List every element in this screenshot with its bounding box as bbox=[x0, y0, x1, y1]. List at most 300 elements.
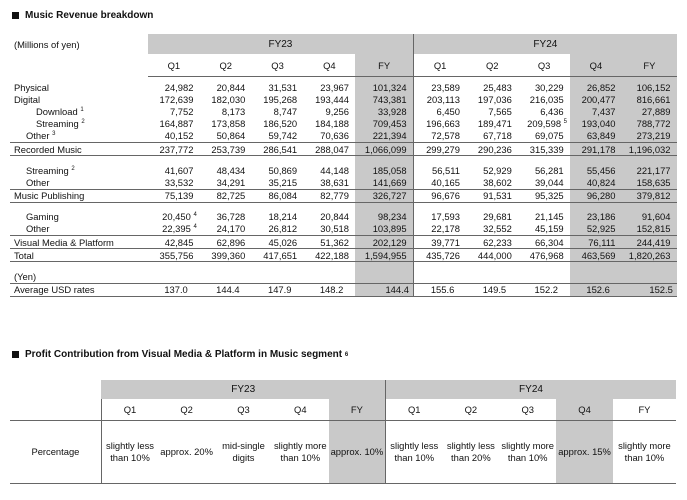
row-label-text: Total bbox=[14, 249, 34, 261]
quarter-header: Q4 bbox=[303, 54, 355, 77]
table-cell bbox=[303, 93, 355, 105]
table-cell bbox=[570, 211, 622, 223]
quarter-header: Q3 bbox=[518, 54, 570, 77]
row-label bbox=[10, 118, 148, 130]
cell-value: 91,531 bbox=[483, 190, 512, 202]
table-cell bbox=[355, 130, 413, 143]
spacer-cell bbox=[252, 156, 304, 165]
section-title-music-revenue bbox=[12, 10, 153, 21]
spacer-cell bbox=[570, 262, 622, 271]
blank-cell bbox=[10, 399, 101, 421]
cell-value: 29,681 bbox=[483, 211, 512, 223]
row-label: Average USD rates bbox=[10, 283, 148, 296]
cell-value: 23,589 bbox=[431, 81, 460, 93]
cell-value: 709,453 bbox=[372, 118, 407, 130]
table-cell: slightly more than 10% bbox=[613, 421, 676, 484]
cell-value: 315,339 bbox=[529, 143, 564, 155]
cell-value: 95,325 bbox=[534, 190, 564, 202]
table-cell: slightly less than 10% bbox=[386, 421, 443, 484]
quarter-header: FY bbox=[622, 54, 677, 77]
table-cell bbox=[303, 118, 355, 130]
row-label bbox=[10, 81, 148, 93]
cell-value: 23,186 bbox=[586, 211, 616, 223]
table-cell bbox=[303, 164, 355, 176]
cell-value: 435,726 bbox=[426, 249, 460, 261]
cell-value: 422,188 bbox=[315, 249, 349, 261]
table-cell bbox=[570, 223, 622, 236]
cell-value: 52,925 bbox=[586, 223, 616, 235]
quarter-header: Q1 bbox=[386, 399, 443, 421]
spacer-cell bbox=[518, 202, 570, 211]
table-cell bbox=[200, 236, 252, 249]
table-cell bbox=[148, 93, 200, 105]
bullet-square-icon bbox=[12, 12, 19, 19]
cell-value: 96,280 bbox=[586, 190, 616, 202]
row-label: Percentage bbox=[10, 421, 101, 484]
footnote-marker: 3 bbox=[52, 131, 56, 138]
cell-value: 22,178 bbox=[431, 223, 460, 235]
quarter-header: Q1 bbox=[101, 399, 158, 421]
cell-value: 152,815 bbox=[636, 223, 671, 235]
blank-cell bbox=[622, 270, 677, 283]
table-cell bbox=[570, 249, 622, 262]
spacer-cell bbox=[677, 81, 678, 93]
quarter-header: Q3 bbox=[252, 54, 304, 77]
row-label bbox=[10, 189, 148, 202]
cell-value: 182,030 bbox=[211, 93, 246, 105]
row-label-text: Gaming bbox=[26, 211, 59, 223]
spacer-cell bbox=[303, 156, 355, 165]
table-cell bbox=[570, 164, 622, 176]
spacer-cell bbox=[677, 118, 678, 130]
table-cell bbox=[252, 236, 304, 249]
cell-value: 290,236 bbox=[477, 143, 512, 155]
table-cell bbox=[303, 223, 355, 236]
row-label-text: Other bbox=[26, 176, 50, 188]
table-cell bbox=[413, 236, 466, 249]
table-cell bbox=[466, 176, 518, 189]
table-cell bbox=[355, 142, 413, 155]
cell-value: 6,450 bbox=[436, 105, 460, 117]
spacer-cell bbox=[303, 202, 355, 211]
row-label bbox=[10, 93, 148, 105]
table-row bbox=[10, 130, 678, 143]
section-title-text: Profit Contribution from Visual Media & Platform in Music segment bbox=[25, 349, 343, 360]
spacer-cell bbox=[622, 202, 677, 211]
table-cell: 147.9 bbox=[252, 283, 304, 296]
table-cell bbox=[570, 236, 622, 249]
spacer-cell bbox=[677, 223, 678, 236]
cell-value: 101,324 bbox=[372, 81, 407, 93]
table-cell bbox=[622, 142, 677, 155]
cell-value: 98,234 bbox=[377, 211, 407, 223]
blank-cell bbox=[10, 380, 101, 399]
table-cell bbox=[148, 236, 200, 249]
table-cell bbox=[303, 189, 355, 202]
table-cell bbox=[413, 130, 466, 143]
cell-value: 788,772 bbox=[636, 118, 671, 130]
footnote-marker: 1 bbox=[80, 106, 84, 113]
cell-value: 26,812 bbox=[268, 223, 298, 235]
table-cell bbox=[200, 130, 252, 143]
table-cell bbox=[622, 176, 677, 189]
cell-value: 164,887 bbox=[159, 118, 194, 130]
table-cell bbox=[518, 211, 570, 223]
table-cell: mid-single digits bbox=[215, 421, 272, 484]
fy24-header: FY24 bbox=[413, 34, 676, 54]
cell-value: 76,111 bbox=[588, 236, 616, 248]
spacer-cell bbox=[570, 202, 622, 211]
quarter-header: Q3 bbox=[215, 399, 272, 421]
cell-value: 18,214 bbox=[268, 211, 298, 223]
table-cell bbox=[200, 223, 252, 236]
table-cell bbox=[355, 223, 413, 236]
cell-value: 69,075 bbox=[534, 130, 564, 142]
cell-value: 66,304 bbox=[534, 236, 564, 248]
spacer-cell bbox=[676, 399, 678, 421]
table-cell: approx. 10% bbox=[329, 421, 386, 484]
cell-value: 56,511 bbox=[431, 164, 460, 176]
cell-value: 17,593 bbox=[431, 211, 460, 223]
table-cell: 149.5 bbox=[466, 283, 518, 296]
cell-value: 203,113 bbox=[426, 93, 460, 105]
cell-value: 39,044 bbox=[534, 176, 564, 188]
cell-value: 35,215 bbox=[268, 176, 298, 188]
table-cell bbox=[303, 130, 355, 143]
row-label bbox=[10, 249, 148, 262]
spacer-row bbox=[10, 156, 678, 165]
table-cell bbox=[355, 164, 413, 176]
table-cell bbox=[252, 118, 304, 130]
spacer-cell bbox=[518, 262, 570, 271]
cell-value: 56,281 bbox=[534, 164, 564, 176]
row-label bbox=[10, 142, 148, 155]
table-cell bbox=[518, 118, 570, 130]
cell-value: 299,279 bbox=[426, 143, 460, 155]
table-cell bbox=[252, 81, 304, 93]
quarter-header: Q4 bbox=[272, 399, 329, 421]
table-cell: 148.2 bbox=[303, 283, 355, 296]
spacer-cell bbox=[200, 262, 252, 271]
table-cell: approx. 15% bbox=[556, 421, 613, 484]
spacer-cell bbox=[252, 262, 304, 271]
cell-value: 70,636 bbox=[320, 130, 349, 142]
table-cell bbox=[200, 249, 252, 262]
table-cell bbox=[466, 164, 518, 176]
row-label bbox=[10, 164, 148, 176]
table-cell bbox=[148, 105, 200, 117]
table-cell: 152.2 bbox=[518, 283, 570, 296]
cell-value: 41,607 bbox=[164, 164, 194, 176]
row-label-text: Streaming bbox=[26, 164, 69, 176]
row-label-text: Digital bbox=[14, 93, 41, 105]
table-cell bbox=[518, 236, 570, 249]
cell-value: 444,000 bbox=[477, 249, 512, 261]
spacer-cell bbox=[677, 262, 678, 271]
cell-value: 22,395 bbox=[162, 223, 191, 235]
cell-value: 7,437 bbox=[592, 105, 616, 117]
cell-value: 7,565 bbox=[488, 105, 512, 117]
cell-value: 197,036 bbox=[477, 93, 512, 105]
cell-value: 31,531 bbox=[268, 81, 298, 93]
cell-value: 32,552 bbox=[483, 223, 512, 235]
table-cell bbox=[252, 211, 304, 223]
table-cell bbox=[355, 189, 413, 202]
table-cell bbox=[518, 130, 570, 143]
row-label bbox=[10, 176, 148, 189]
cell-value: 6,436 bbox=[540, 105, 564, 117]
table-cell bbox=[518, 189, 570, 202]
fy24-header: FY24 bbox=[386, 380, 676, 399]
blank-cell bbox=[355, 270, 413, 283]
spacer-cell bbox=[677, 130, 678, 143]
spacer-cell bbox=[677, 189, 678, 202]
spacer-cell bbox=[10, 262, 148, 271]
spacer-cell bbox=[466, 262, 518, 271]
table-cell bbox=[466, 211, 518, 223]
table-row bbox=[10, 118, 678, 130]
table-row bbox=[10, 164, 678, 176]
spacer-row bbox=[10, 262, 678, 271]
usd-rate-row bbox=[10, 283, 678, 296]
table-cell bbox=[570, 118, 622, 130]
cell-value: 379,812 bbox=[636, 190, 671, 202]
table-cell bbox=[252, 249, 304, 262]
table-cell bbox=[303, 236, 355, 249]
cell-value: 20,844 bbox=[320, 211, 349, 223]
spacer-cell bbox=[148, 262, 200, 271]
table-cell bbox=[252, 142, 304, 155]
table-cell bbox=[413, 105, 466, 117]
table-cell bbox=[200, 93, 252, 105]
table-cell bbox=[148, 211, 200, 223]
cell-value: 33,532 bbox=[164, 176, 194, 188]
table-cell bbox=[200, 164, 252, 176]
table-cell: 137.0 bbox=[148, 283, 200, 296]
cell-value: 36,728 bbox=[216, 211, 246, 223]
footnote-marker: 2 bbox=[81, 119, 85, 126]
spacer-cell bbox=[252, 202, 304, 211]
cell-value: 63,849 bbox=[586, 130, 616, 142]
table-cell bbox=[413, 223, 466, 236]
table-row bbox=[10, 105, 678, 117]
table-cell bbox=[570, 176, 622, 189]
cell-value: 288,047 bbox=[315, 143, 349, 155]
table-cell bbox=[148, 130, 200, 143]
cell-value: 67,718 bbox=[483, 130, 512, 142]
row-label bbox=[10, 211, 148, 223]
table-cell bbox=[303, 142, 355, 155]
footnote-marker: 6 bbox=[344, 351, 349, 358]
spacer-cell bbox=[413, 156, 466, 165]
table-cell bbox=[413, 176, 466, 189]
cell-value: 237,772 bbox=[159, 143, 194, 155]
section-title-profit-contribution bbox=[12, 349, 348, 360]
table-cell bbox=[252, 189, 304, 202]
table-cell bbox=[570, 142, 622, 155]
table-row bbox=[10, 211, 678, 223]
unit-label: (Millions of yen) bbox=[14, 38, 80, 50]
cell-value: 39,771 bbox=[431, 236, 460, 248]
spacer-cell bbox=[677, 105, 678, 117]
table-cell bbox=[622, 211, 677, 223]
quarter-header-row bbox=[10, 54, 678, 77]
cell-value: 195,268 bbox=[263, 93, 298, 105]
table-row bbox=[10, 81, 678, 93]
cell-value: 75,139 bbox=[164, 190, 194, 202]
cell-value: 50,864 bbox=[216, 130, 246, 142]
profit-contribution-table bbox=[10, 380, 678, 484]
spacer-cell bbox=[677, 283, 678, 296]
spacer-cell bbox=[677, 93, 678, 105]
table-cell bbox=[303, 249, 355, 262]
spacer-cell bbox=[677, 202, 678, 211]
fy23-header: FY23 bbox=[148, 34, 413, 54]
spacer-cell bbox=[570, 156, 622, 165]
table-cell bbox=[252, 93, 304, 105]
row-label-text: Physical bbox=[14, 81, 49, 93]
spacer-row bbox=[10, 202, 678, 211]
table-cell bbox=[413, 211, 466, 223]
cell-value: 45,159 bbox=[534, 223, 564, 235]
table-cell bbox=[200, 118, 252, 130]
row-label bbox=[10, 130, 148, 143]
cell-value: 50,869 bbox=[268, 164, 298, 176]
cell-value: 1,594,955 bbox=[364, 249, 407, 261]
row-label bbox=[10, 236, 148, 249]
spacer-cell bbox=[677, 34, 678, 54]
table-cell bbox=[200, 142, 252, 155]
table-cell bbox=[355, 249, 413, 262]
table-cell bbox=[622, 249, 677, 262]
table-cell bbox=[200, 189, 252, 202]
cell-value: 82,779 bbox=[320, 190, 349, 202]
table-cell bbox=[148, 176, 200, 189]
spacer-cell bbox=[677, 156, 678, 165]
cell-value: 476,968 bbox=[529, 249, 564, 261]
table-cell bbox=[200, 105, 252, 117]
fiscal-year-header-row bbox=[10, 380, 678, 399]
row-label-text: Other bbox=[26, 223, 50, 235]
cell-value: 253,739 bbox=[211, 143, 246, 155]
spacer-cell bbox=[303, 262, 355, 271]
spacer-cell bbox=[676, 421, 678, 484]
cell-value: 1,820,263 bbox=[628, 249, 671, 261]
spacer-cell bbox=[10, 156, 148, 165]
cell-value: 72,578 bbox=[431, 130, 460, 142]
cell-value: 24,170 bbox=[216, 223, 246, 235]
cell-value: 59,742 bbox=[268, 130, 298, 142]
table-cell bbox=[413, 118, 466, 130]
table-cell bbox=[570, 93, 622, 105]
table-cell bbox=[466, 130, 518, 143]
table-cell bbox=[413, 93, 466, 105]
table-cell bbox=[622, 81, 677, 93]
section-title-text: Music Revenue breakdown bbox=[25, 10, 154, 21]
row-label-text: Music Publishing bbox=[14, 190, 85, 202]
percentage-row bbox=[10, 421, 678, 484]
spacer-cell bbox=[622, 262, 677, 271]
table-cell bbox=[148, 81, 200, 93]
table-cell bbox=[355, 176, 413, 189]
table-cell bbox=[466, 142, 518, 155]
footnote-marker: 4 bbox=[193, 224, 197, 231]
row-label bbox=[10, 223, 148, 236]
cell-value: 62,896 bbox=[216, 236, 246, 248]
bullet-square-icon bbox=[12, 351, 19, 358]
table-cell bbox=[413, 164, 466, 176]
row-label-text: Download bbox=[36, 105, 78, 117]
blank-cell bbox=[303, 270, 355, 283]
table-row bbox=[10, 249, 678, 262]
cell-value: 8,747 bbox=[273, 105, 298, 117]
quarter-header: Q2 bbox=[442, 399, 499, 421]
cell-value: 326,727 bbox=[372, 190, 407, 202]
table-cell bbox=[355, 105, 413, 117]
cell-value: 30,518 bbox=[320, 223, 349, 235]
table-cell bbox=[252, 105, 304, 117]
spacer-cell bbox=[466, 202, 518, 211]
cell-value: 40,824 bbox=[586, 176, 616, 188]
table-cell bbox=[466, 118, 518, 130]
fiscal-year-header-row bbox=[10, 34, 678, 54]
cell-value: 141,669 bbox=[372, 176, 407, 188]
quarter-header: Q1 bbox=[148, 54, 200, 77]
cell-value: 9,256 bbox=[325, 105, 349, 117]
cell-value: 62,233 bbox=[483, 236, 512, 248]
quarter-header: Q4 bbox=[570, 54, 622, 77]
cell-value: 91,604 bbox=[641, 211, 671, 223]
cell-value: 40,152 bbox=[164, 130, 194, 142]
cell-value: 27,889 bbox=[641, 105, 671, 117]
table-cell bbox=[622, 223, 677, 236]
table-cell bbox=[413, 189, 466, 202]
cell-value: 7,752 bbox=[169, 105, 194, 117]
cell-value: 355,756 bbox=[159, 249, 194, 261]
table-row bbox=[10, 142, 678, 155]
table-cell bbox=[148, 249, 200, 262]
cell-value: 184,188 bbox=[315, 118, 349, 130]
cell-value: 189,471 bbox=[477, 118, 512, 130]
table-cell bbox=[303, 105, 355, 117]
cell-value: 20,450 bbox=[162, 211, 191, 223]
cell-value: 24,982 bbox=[164, 81, 194, 93]
cell-value: 38,631 bbox=[320, 176, 349, 188]
table-cell bbox=[518, 142, 570, 155]
table-cell: slightly more than 10% bbox=[499, 421, 556, 484]
cell-value: 45,026 bbox=[268, 236, 298, 248]
table-cell bbox=[413, 81, 466, 93]
table-cell: 155.6 bbox=[413, 283, 466, 296]
table-row bbox=[10, 189, 678, 202]
cell-value: 816,661 bbox=[636, 93, 671, 105]
spacer-cell bbox=[355, 202, 413, 211]
spacer-cell bbox=[677, 54, 678, 77]
cell-value: 186,520 bbox=[263, 118, 298, 130]
spacer-cell bbox=[677, 249, 678, 262]
table-row bbox=[10, 176, 678, 189]
table-cell bbox=[466, 81, 518, 93]
blank-cell bbox=[466, 270, 518, 283]
spacer-cell bbox=[677, 164, 678, 176]
table-cell bbox=[466, 223, 518, 236]
table-cell bbox=[622, 105, 677, 117]
table-cell: slightly less than 10% bbox=[101, 421, 158, 484]
row-label-text: Recorded Music bbox=[14, 143, 82, 155]
table-cell bbox=[622, 130, 677, 143]
table-cell bbox=[518, 249, 570, 262]
cell-value: 38,602 bbox=[483, 176, 512, 188]
